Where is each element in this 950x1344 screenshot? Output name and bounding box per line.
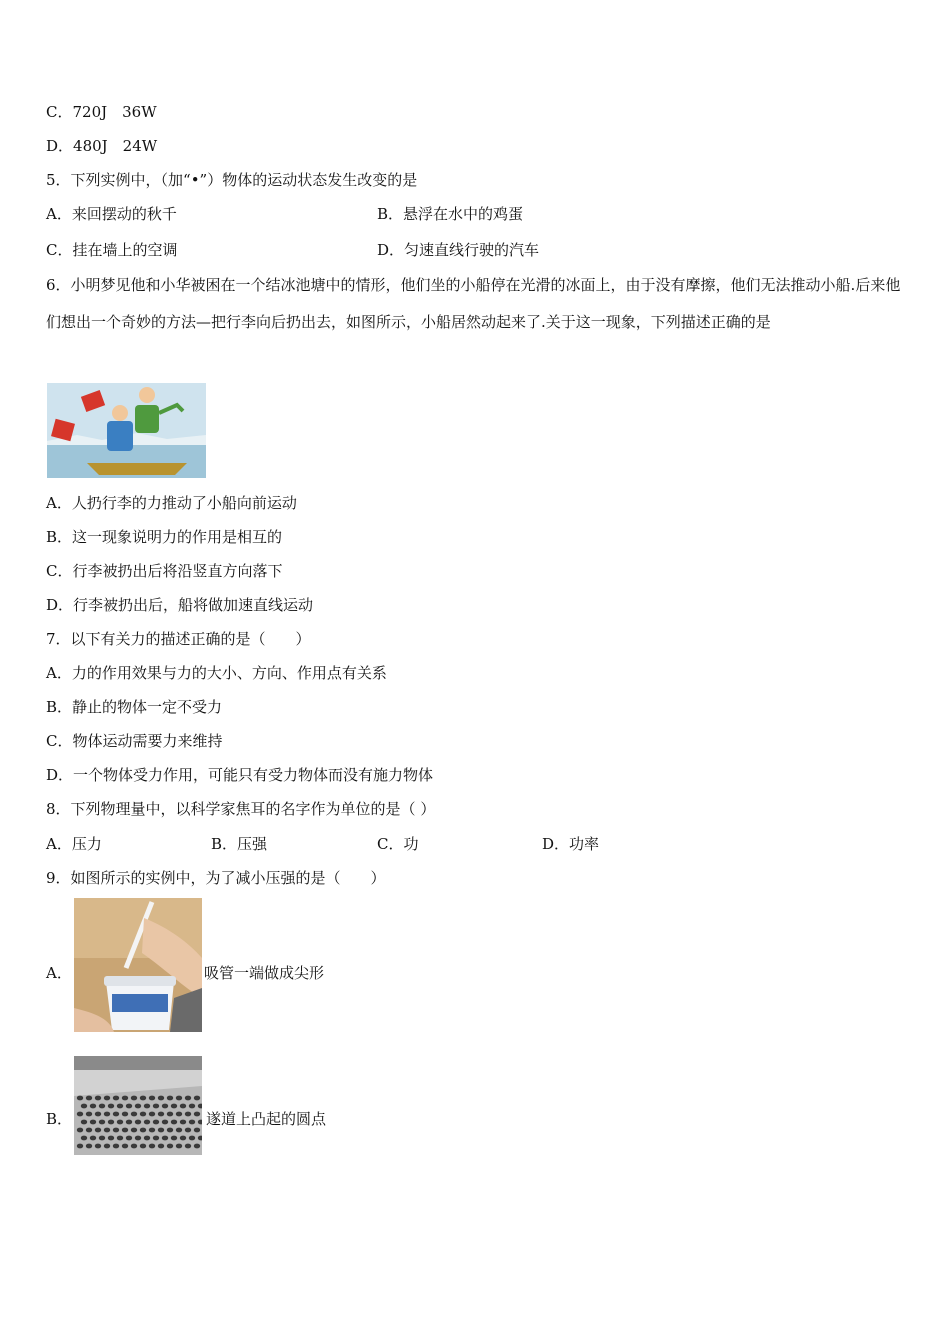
paving-dot — [185, 1096, 191, 1101]
q5-option-b: B．悬浮在水中的鸡蛋 — [377, 205, 524, 223]
paving-dot — [104, 1128, 110, 1133]
paving-dot — [176, 1128, 182, 1133]
paving-dot — [149, 1096, 155, 1101]
paving-dot — [185, 1144, 191, 1149]
q8-stem: 8．下列物理量中，以科学家焦耳的名字作为单位的是（ ） — [46, 800, 436, 818]
paving-dot — [126, 1136, 132, 1141]
q9-option-a-label: A． — [46, 964, 72, 982]
q7-option-b: B．静止的物体一定不受力 — [46, 698, 223, 716]
q8-option-c: C．功 — [377, 835, 419, 853]
paving-dot — [135, 1136, 141, 1141]
q5-stem: 5．下列实例中，（加“•”）物体的运动状态发生改变的是 — [46, 171, 418, 189]
paving-dot — [158, 1128, 164, 1133]
paving-dot — [113, 1128, 119, 1133]
tactile-paving-photo — [74, 1056, 202, 1155]
paving-dot — [131, 1112, 137, 1117]
paving-dot — [95, 1096, 101, 1101]
q6-option-c: C．行李被扔出后将沿竖直方向落下 — [46, 562, 283, 580]
q5-option-a: A．来回摆动的秋千 — [46, 205, 177, 223]
q5-option-c: C．挂在墙上的空调 — [46, 241, 178, 259]
paving-dot — [176, 1096, 182, 1101]
paving-dot — [194, 1112, 200, 1117]
paving-dot — [153, 1104, 159, 1109]
paving-dot — [158, 1112, 164, 1117]
paving-dot — [135, 1120, 141, 1125]
paving-dot — [180, 1120, 186, 1125]
paving-dot — [194, 1144, 200, 1149]
paving-dot — [77, 1144, 83, 1149]
paving-dot — [90, 1104, 96, 1109]
straw-in-cup-photo — [74, 898, 202, 1032]
paving-dot — [185, 1128, 191, 1133]
paving-dot — [104, 1144, 110, 1149]
paving-dot — [81, 1120, 87, 1125]
paving-dot — [86, 1144, 92, 1149]
paving-dot — [117, 1120, 123, 1125]
paving-dot — [126, 1104, 132, 1109]
paving-dot — [113, 1112, 119, 1117]
paving-dot — [113, 1144, 119, 1149]
q8-option-d: D．功率 — [542, 835, 600, 853]
q8-option-b: B．压强 — [211, 835, 268, 853]
paving-dot — [122, 1144, 128, 1149]
paving-dot — [117, 1104, 123, 1109]
paving-dot — [86, 1096, 92, 1101]
paving-dot — [95, 1144, 101, 1149]
paving-dot — [95, 1112, 101, 1117]
paving-dot — [86, 1112, 92, 1117]
paving-dot — [162, 1120, 168, 1125]
paving-dot — [171, 1136, 177, 1141]
q6-stem: 6．小明梦见他和小华被困在一个结冰池塘中的情形，他们坐的小船停在光滑的冰面上，由于没有摩擦，他们无法推动小船.后来他们想出一个奇妙的方法—把行李向后扔出去，如图所示，小船居然动起来了.关于这一现象，下列描述正确的是 — [46, 276, 901, 331]
paving-dot — [144, 1136, 150, 1141]
paving-dot — [180, 1136, 186, 1141]
paving-dot — [122, 1128, 128, 1133]
paving-dot — [171, 1104, 177, 1109]
paving-dot — [108, 1120, 114, 1125]
boat-on-ice-illustration — [47, 383, 206, 478]
paving-dot — [135, 1104, 141, 1109]
paving-dot — [189, 1104, 195, 1109]
paving-dot — [185, 1112, 191, 1117]
q6-option-a: A．人扔行李的力推动了小船向前运动 — [46, 494, 297, 512]
paving-dot — [90, 1120, 96, 1125]
paving-dot — [167, 1144, 173, 1149]
paving-dot — [140, 1144, 146, 1149]
paving-dot — [176, 1144, 182, 1149]
paving-dot — [158, 1144, 164, 1149]
q5-option-d: D．匀速直线行驶的汽车 — [377, 241, 540, 259]
q9-option-a-text: 吸管一端做成尖形 — [204, 964, 325, 982]
q7-option-d: D．一个物体受力作用，可能只有受力物体而没有施力物体 — [46, 766, 434, 784]
paving-dot — [99, 1136, 105, 1141]
paving-dot — [162, 1104, 168, 1109]
paving-dot — [153, 1136, 159, 1141]
paving-dot — [131, 1144, 137, 1149]
paving-dot — [149, 1144, 155, 1149]
q7-option-a: A．力的作用效果与力的大小、方向、作用点有关系 — [46, 664, 387, 682]
q6-option-b: B．这一现象说明力的作用是相互的 — [46, 528, 283, 546]
q8-option-a: A．压力 — [46, 835, 102, 853]
paving-dot — [81, 1136, 87, 1141]
paving-dot — [99, 1104, 105, 1109]
paving-dot — [77, 1096, 83, 1101]
paving-dot — [140, 1128, 146, 1133]
paving-dot — [158, 1096, 164, 1101]
paving-dot — [86, 1128, 92, 1133]
paving-dot — [104, 1096, 110, 1101]
paving-dot — [194, 1096, 200, 1101]
paving-dot — [77, 1128, 83, 1133]
paving-dot — [167, 1096, 173, 1101]
q9-option-b-label: B． — [46, 1110, 73, 1128]
paving-dot — [95, 1128, 101, 1133]
paving-dot — [176, 1112, 182, 1117]
paving-dot — [162, 1136, 168, 1141]
paving-dot — [131, 1096, 137, 1101]
paving-dot — [108, 1104, 114, 1109]
q4-option-c: C．720J 36W — [46, 103, 157, 121]
paving-dot — [131, 1128, 137, 1133]
paving-dot — [104, 1112, 110, 1117]
paving-dot — [140, 1096, 146, 1101]
paving-dot — [122, 1112, 128, 1117]
paving-dot — [171, 1120, 177, 1125]
paving-dot — [77, 1112, 83, 1117]
paving-dot — [149, 1112, 155, 1117]
paving-dot — [189, 1120, 195, 1125]
paving-dot — [126, 1120, 132, 1125]
paving-dot — [194, 1128, 200, 1133]
paving-dot — [117, 1136, 123, 1141]
q9-option-b-text: 遂道上凸起的圆点 — [206, 1110, 327, 1128]
paving-dot — [189, 1136, 195, 1141]
paving-dot — [167, 1128, 173, 1133]
paving-dot — [144, 1120, 150, 1125]
paving-dot — [167, 1112, 173, 1117]
q7-stem: 7．以下有关力的描述正确的是（ ） — [46, 630, 311, 648]
paving-dot — [108, 1136, 114, 1141]
paving-dot — [140, 1112, 146, 1117]
q4-option-d: D．480J 24W — [46, 137, 158, 155]
paving-dot — [122, 1096, 128, 1101]
paving-dot — [113, 1096, 119, 1101]
paving-dot — [149, 1128, 155, 1133]
paving-dot — [144, 1104, 150, 1109]
q7-option-c: C．物体运动需要力来维持 — [46, 732, 223, 750]
q9-stem: 9．如图所示的实例中，为了减小压强的是（ ） — [46, 869, 386, 887]
q6-option-d: D．行李被扔出后，船将做加速直线运动 — [46, 596, 314, 614]
paving-dot — [153, 1120, 159, 1125]
paving-dot — [90, 1136, 96, 1141]
paving-dot — [99, 1120, 105, 1125]
paving-dot — [180, 1104, 186, 1109]
paving-dot — [81, 1104, 87, 1109]
